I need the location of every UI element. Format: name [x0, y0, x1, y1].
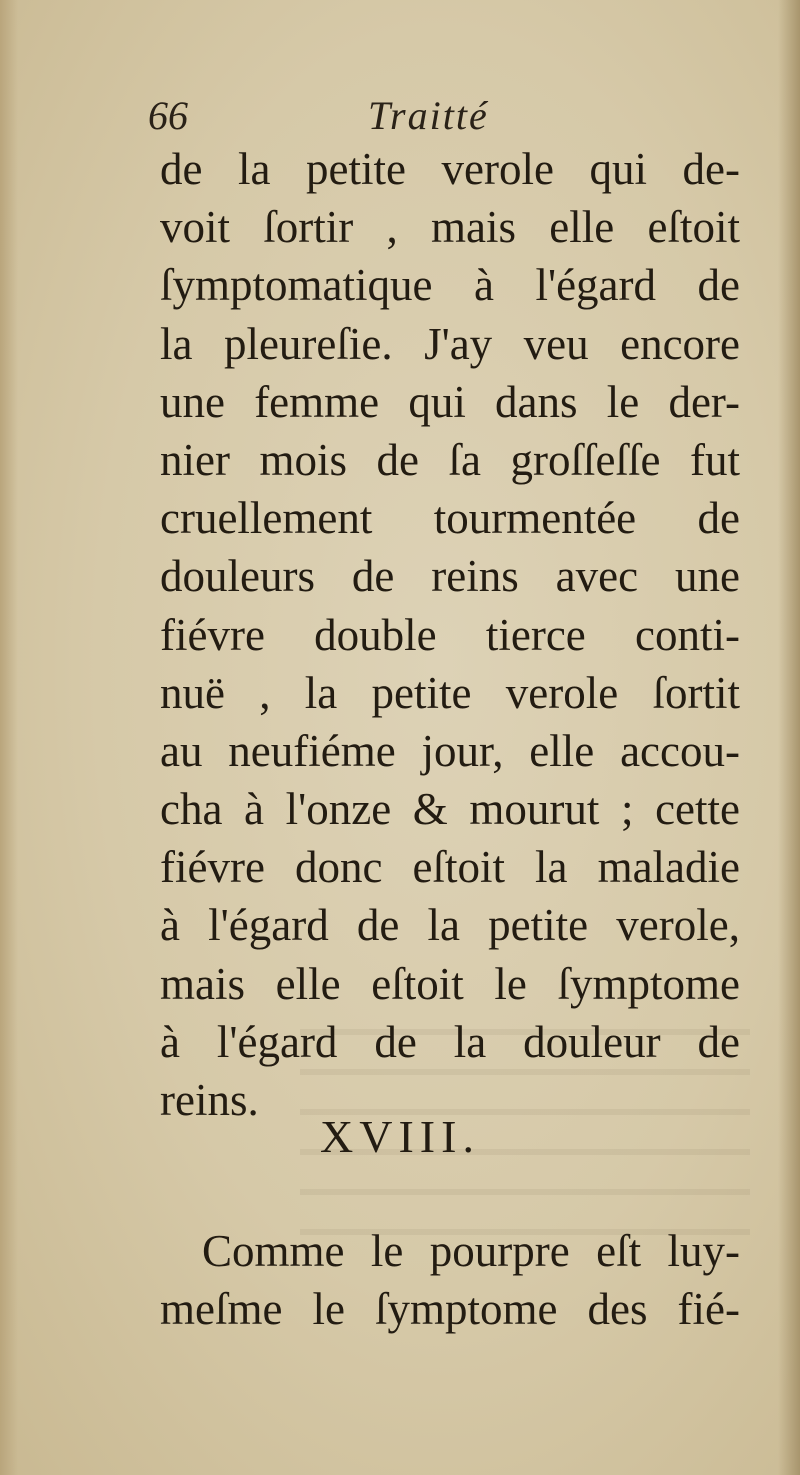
page-edge-shadow-left	[0, 0, 18, 1475]
text-line: au neufiéme jour, elle accou-	[160, 725, 740, 776]
text-line: meſme le ſymptome des fié-	[160, 1284, 740, 1335]
text-line: à l'égard de la petite verole,	[160, 900, 740, 951]
text-line: douleurs de reins avec une	[160, 551, 740, 602]
text-line: une femme qui dans le der-	[160, 376, 740, 427]
text-line: Comme le pourpre eſt luy-	[202, 1226, 740, 1276]
text-line: fiévre donc eſtoit la maladie	[160, 842, 740, 893]
page-edge-shadow-right	[778, 0, 800, 1475]
text-line: cruellement tourmentée de	[160, 493, 740, 544]
section-heading: XVIII.	[320, 1111, 480, 1162]
text-line: nuë , la petite verole ſortit	[160, 667, 740, 718]
text-line: nier mois de ſa groſſeſſe fut	[160, 434, 740, 485]
text-line: voit ſortir , mais elle eſtoit	[160, 202, 740, 253]
text-line: reins.	[160, 1075, 259, 1125]
text-line: cha à l'onze & mourut ; cette	[160, 784, 740, 835]
text-line: ſymptomatique à l'égard de	[160, 260, 740, 311]
paragraph-1	[160, 140, 740, 1129]
paragraph-2	[160, 1222, 740, 1338]
page-header	[148, 92, 708, 142]
running-title: Traitté	[368, 93, 489, 138]
text-line: fiévre double tierce conti-	[160, 609, 740, 660]
text-line: mais elle eſtoit le ſymptome	[160, 958, 740, 1009]
text-line: à l'égard de la douleur de	[160, 1016, 740, 1067]
text-line: de la petite verole qui de-	[160, 144, 740, 194]
text-line: la pleureſie. J'ay veu encore	[160, 318, 740, 369]
page-number: 66	[148, 93, 188, 138]
